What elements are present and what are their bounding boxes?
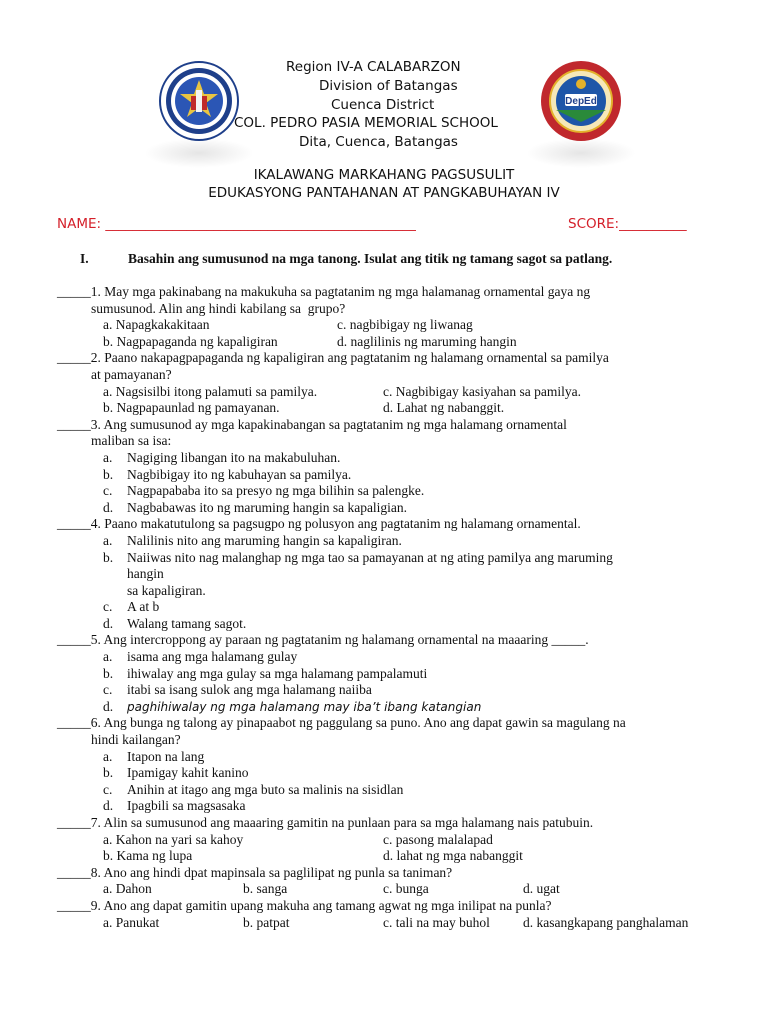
question-stem: _____3. Ang sumusunod ay mga kapakinabangan sa pagtatanim ng mga halamang ornamental bbox=[57, 416, 567, 432]
exam-title: IKALAWANG MARKAHANG PAGSUSULIT bbox=[253, 167, 515, 183]
option-a: a. Itapon na lang bbox=[103, 748, 205, 764]
question-stem: _____1. May mga pakinabang na makukuha sa pagtatanim ng mga halamanag ornamental gaya ng bbox=[57, 284, 591, 299]
district-line: Cuenca District bbox=[331, 97, 435, 113]
question-stem-continued: hindi kailangan? bbox=[91, 732, 181, 748]
option-row bbox=[57, 384, 717, 401]
question-6 bbox=[57, 715, 717, 815]
region-line: Region IV-A CALABARZON bbox=[286, 59, 461, 75]
option-a: a. Panukat bbox=[103, 914, 160, 930]
name-score-bar bbox=[57, 216, 717, 238]
question-9 bbox=[57, 898, 717, 931]
svg-text:DepEd: DepEd bbox=[565, 96, 597, 107]
option-b: b. ihiwalay ang mga gulay sa mga halamang pampalamuti bbox=[103, 665, 428, 681]
option-d: d. kasangkapang panghalaman bbox=[523, 914, 689, 930]
option-a: a. Nagiging libangan ito na makabuluhan. bbox=[103, 449, 341, 465]
option-d: d. Walang tamang sagot. bbox=[103, 615, 247, 631]
instruction-text: Basahin ang sumusunod na mga tanong. Isulat ang titik ng tamang sagot sa patlang. bbox=[128, 251, 613, 266]
deped-seal-right bbox=[540, 60, 622, 142]
option-row bbox=[57, 400, 717, 417]
option-d: d. Ipagbili sa magsasaka bbox=[103, 798, 246, 814]
option-a: a. Nalilinis nito ang maruming hangin sa kapaligiran. bbox=[103, 532, 402, 548]
question-2 bbox=[57, 350, 717, 416]
option-c: c. bunga bbox=[383, 881, 429, 897]
option-row bbox=[57, 848, 717, 865]
option-c: c. nagbibigay ng liwanag bbox=[337, 317, 473, 333]
option-b: b. patpat bbox=[243, 914, 290, 930]
question-1 bbox=[57, 284, 717, 350]
question-stem: _____6. Ang bunga ng talong ay pinapaabot ng paggulang sa puno. Ano ang dapat gawin sa magulang na bbox=[57, 715, 626, 731]
seal-shadow-right bbox=[526, 138, 636, 168]
option-c: c. pasong malalapad bbox=[383, 831, 493, 847]
question-stem: _____4. Paano makatutulong sa pagsugpo ng polusyon ang pagtatanim ng halamang ornamental. bbox=[57, 516, 581, 532]
question-4 bbox=[57, 516, 717, 632]
option-d: d. Lahat ng nabanggit. bbox=[383, 400, 505, 416]
option-list bbox=[57, 649, 717, 715]
question-stem: _____5. Ang intercroppong ay paraan ng pagtatanim ng halamang ornamental na maaaring _____. bbox=[57, 632, 589, 648]
option-a: a. isama ang mga halamang gulay bbox=[103, 649, 298, 665]
question-stem: _____7. Alin sa sumusunod ang maaaring gamitin na punlaan para sa mga halamang nais patubuin. bbox=[57, 815, 594, 830]
option-c: c. Nagpapababa ito sa presyo ng mga bilihin sa palengke. bbox=[103, 483, 425, 499]
option-c: c. Anihin at itago ang mga buto sa malinis na sisidlan bbox=[103, 781, 404, 797]
deped-seal-icon bbox=[158, 60, 240, 142]
option-row bbox=[57, 881, 717, 898]
deped-seal-left bbox=[158, 60, 240, 142]
option-list bbox=[57, 749, 717, 815]
option-c: c. tali na may buhol bbox=[383, 914, 490, 930]
option-c: c. Nagbibigay kasiyahan sa pamilya. bbox=[383, 383, 581, 399]
option-c: c. A at b bbox=[103, 599, 160, 615]
option-b: b. Nagpapaunlad ng pamayanan. bbox=[103, 400, 280, 416]
option-d: d. naglilinis ng maruming hangin bbox=[337, 333, 517, 349]
option-b: b. sanga bbox=[243, 881, 288, 897]
question-7 bbox=[57, 815, 717, 865]
question-stem-continued: sumusunod. Alin ang hindi kabilang sa grupo? bbox=[91, 300, 346, 316]
question-stem: _____8. Ano ang hindi dpat mapinsala sa paglilipat ng punla sa taniman? bbox=[57, 864, 453, 880]
option-a: a. Dahon bbox=[103, 881, 152, 897]
deped-batangas-seal-icon bbox=[540, 60, 622, 142]
question-stem-continued: maliban sa isa: bbox=[91, 433, 172, 449]
question-8 bbox=[57, 865, 717, 898]
option-b: b. Kama ng lupa bbox=[103, 848, 193, 864]
question-3 bbox=[57, 417, 717, 517]
option-b: b. Naiiwas nito nag malanghap ng mga tao sa pamayanan at ng ating pamilya ang maruming hangin sa kapaligiran. bbox=[103, 549, 613, 598]
score-field[interactable]: SCORE:__________ bbox=[568, 216, 687, 232]
option-a: a. Nagsisilbi itong palamuti sa pamilya. bbox=[103, 383, 318, 399]
name-field[interactable]: NAME: ______________________________________________ bbox=[57, 216, 416, 232]
option-b: b. Ipamigay kahit kanino bbox=[103, 765, 249, 781]
option-b: b. Nagpapaganda ng kapaligiran bbox=[103, 333, 278, 349]
question-list bbox=[57, 284, 717, 931]
option-row bbox=[57, 915, 717, 932]
division-line: Division of Batangas bbox=[319, 78, 458, 94]
subject-title: EDUKASYONG PANTAHANAN AT PANGKABUHAYAN IV bbox=[208, 185, 560, 201]
option-list bbox=[57, 450, 717, 516]
question-5 bbox=[57, 632, 717, 715]
question-stem-continued: at pamayanan? bbox=[91, 366, 172, 382]
option-a: a. Napagkakakitaan bbox=[103, 317, 210, 333]
option-a: a. Kahon na yari sa kahoy bbox=[103, 831, 244, 847]
option-d: d. ugat bbox=[523, 881, 560, 897]
school-address: Dita, Cuenca, Batangas bbox=[299, 134, 458, 150]
question-stem: _____2. Paano nakapagpapaganda ng kapaligiran ang pagtatanim ng halamang ornamental sa pamilya bbox=[57, 350, 609, 366]
option-d: d. Nagbabawas ito ng maruming hangin sa kapaligian. bbox=[103, 499, 408, 515]
option-row bbox=[57, 317, 717, 334]
option-d: d. lahat ng mga nabanggit bbox=[383, 848, 523, 864]
option-row bbox=[57, 832, 717, 849]
option-b: b. Nagbibigay ito ng kabuhayan sa pamilya. bbox=[103, 466, 352, 482]
question-stem: _____9. Ano ang dapat gamitin upang makuha ang tamang agwat ng mga inilipat na punla? bbox=[57, 897, 552, 913]
section-number: I. bbox=[80, 251, 89, 266]
option-c: c. itabi sa isang sulok ang mga halamang naiiba bbox=[103, 682, 372, 698]
seal-shadow-left bbox=[144, 138, 254, 168]
option-list bbox=[57, 533, 717, 633]
school-name: COL. PEDRO PASIA MEMORIAL SCHOOL bbox=[234, 115, 498, 131]
option-row bbox=[57, 334, 717, 351]
option-d: d. paghihiwalay ng mga halamang may iba’t ibang katangian bbox=[103, 698, 482, 714]
